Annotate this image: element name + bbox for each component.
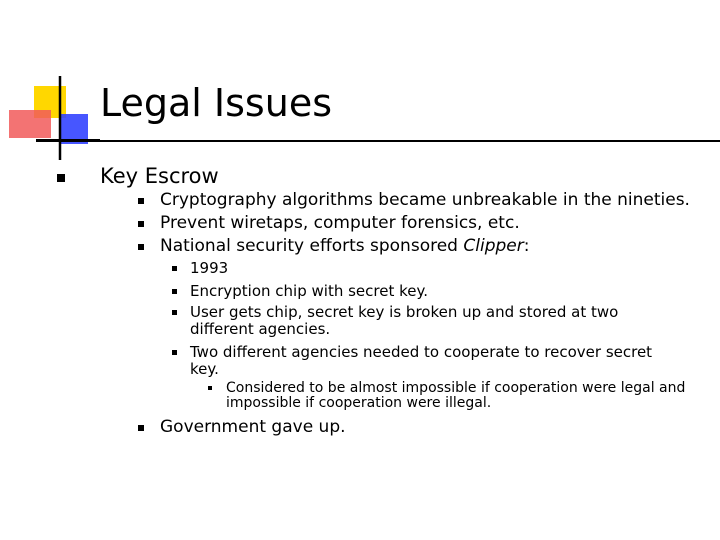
bullet-square-icon	[57, 174, 65, 182]
bullet-text: Encryption chip with secret key.	[190, 282, 428, 300]
bullet-text-line2: different agencies.	[190, 320, 331, 338]
bullet-text-line2: impossible if cooperation were illegal.	[226, 395, 492, 411]
bullet-text-line1: Two different agencies needed to cooperate to recover secret	[190, 343, 653, 361]
bullet-text-prefix: National security efforts sponsored	[160, 236, 464, 256]
bullet-text-line1: Considered to be almost impossible if cooperation were legal and	[226, 380, 686, 396]
bullet-text-suffix: :	[523, 236, 530, 256]
bullet-text-line1: User gets chip, secret key is broken up and stored at two	[190, 303, 619, 321]
bullet-square-icon	[138, 244, 144, 250]
bullet-square-icon	[172, 266, 177, 271]
bullet-square-icon	[172, 289, 177, 294]
slide-title: Legal Issues	[100, 81, 332, 125]
bullet-text: Government gave up.	[160, 417, 346, 437]
clipper-term: Clipper	[463, 236, 524, 256]
bullet-square-icon	[138, 425, 144, 431]
bullet-square-icon	[208, 386, 212, 390]
bullet-square-icon	[138, 198, 144, 204]
bullet-square-icon	[138, 221, 144, 227]
bullet-text: Key Escrow	[100, 164, 219, 188]
bullet-square-icon	[172, 350, 177, 355]
bullet-text: 1993	[190, 259, 229, 277]
bullet-square-icon	[172, 310, 177, 315]
bullet-text: Prevent wiretaps, computer forensics, etc.	[160, 213, 520, 233]
bullet-text	[160, 236, 529, 256]
bullet-text: Cryptography algorithms became unbreakable in the nineties.	[160, 190, 690, 210]
bullet-text-line2: key.	[190, 360, 219, 378]
